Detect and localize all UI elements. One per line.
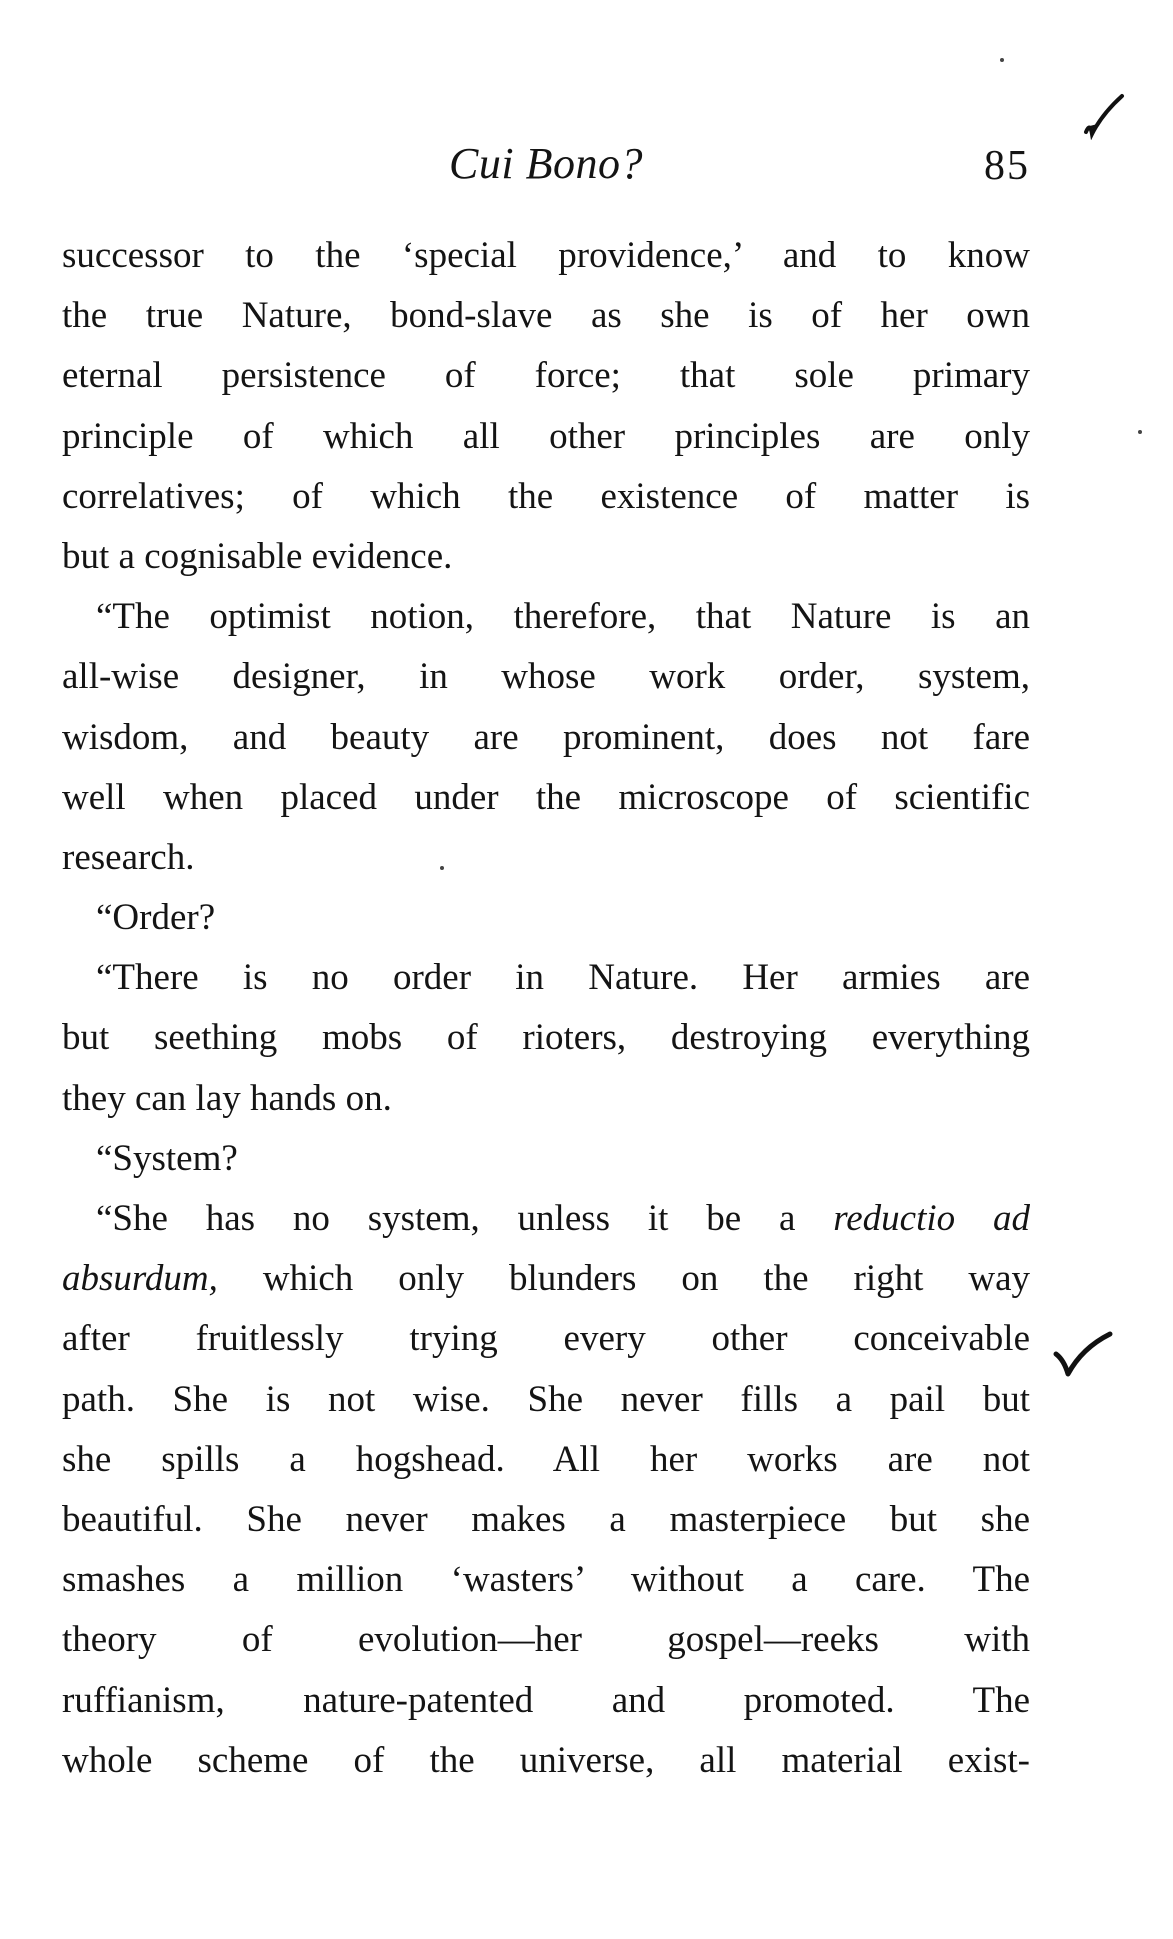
check-tick-icon xyxy=(1082,92,1126,140)
text-line-17-italic: reductio ad xyxy=(833,1198,1030,1239)
text-line-20: path. She is not wise. She never fills a pail but xyxy=(62,1378,1030,1420)
text-line-17-roman: “She has no system, unless it be a xyxy=(96,1198,834,1239)
text-line-26: whole scheme of the universe, all material exist- xyxy=(62,1739,1030,1781)
text-line-11: research. xyxy=(62,836,195,878)
text-line-8: all-wise designer, in whose work order, system, xyxy=(62,656,1030,698)
text-line-7: “The optimist notion, therefore, that Nature is an xyxy=(96,596,1030,638)
text-line-5: correlatives; of which the existence of matter is xyxy=(62,475,1030,517)
page-number: 85 xyxy=(984,143,1030,189)
text-line-1: successor to the ‘special providence,’ and to know xyxy=(62,235,1030,276)
text-line-4: principle of which all other principles are only xyxy=(62,415,1030,457)
text-line-24: theory of evolution—her gospel—reeks with xyxy=(62,1619,1030,1661)
scan-speck xyxy=(1138,430,1142,434)
margin-check-tick-icon xyxy=(1052,1330,1116,1386)
text-line-14: but seething mobs of rioters, destroying everything xyxy=(62,1017,1030,1059)
text-line-23: smashes a million ‘wasters’ without a care. The xyxy=(62,1559,1030,1601)
text-line-22: beautiful. She never makes a masterpiece but she xyxy=(62,1498,1030,1540)
text-line-19: after fruitlessly trying every other conceivable xyxy=(62,1318,1030,1360)
text-line-18 xyxy=(62,1249,1030,1309)
text-line-10: well when placed under the microscope of scientific xyxy=(62,776,1030,818)
text-line-13: “There is no order in Nature. Her armies are xyxy=(96,957,1030,999)
text-line-16: “System? xyxy=(96,1137,238,1179)
scan-speck xyxy=(440,866,444,870)
text-line-12: “Order? xyxy=(96,897,216,939)
text-line-9: wisdom, and beauty are prominent, does not fare xyxy=(62,716,1030,758)
text-line-3: eternal persistence of force; that sole primary xyxy=(62,355,1030,397)
text-line-18-roman: which only blunders on the right way xyxy=(217,1258,1030,1300)
text-line-25: ruffianism, nature-patented and promoted. The xyxy=(62,1679,1030,1721)
text-line-6: but a cognisable evidence. xyxy=(62,535,453,577)
running-head xyxy=(62,138,1030,198)
body-text xyxy=(62,226,1030,1791)
text-line-15: they can lay hands on. xyxy=(62,1077,392,1119)
text-line-18-italic: absurdum, xyxy=(62,1258,218,1300)
text-line-21: she spills a hogshead. All her works are not xyxy=(62,1438,1030,1480)
text-line-2: the true Nature, bond-slave as she is of her own xyxy=(62,295,1030,337)
text-line-17 xyxy=(62,1189,1030,1249)
scan-speck xyxy=(1000,58,1004,62)
running-title: Cui Bono? xyxy=(449,139,643,188)
